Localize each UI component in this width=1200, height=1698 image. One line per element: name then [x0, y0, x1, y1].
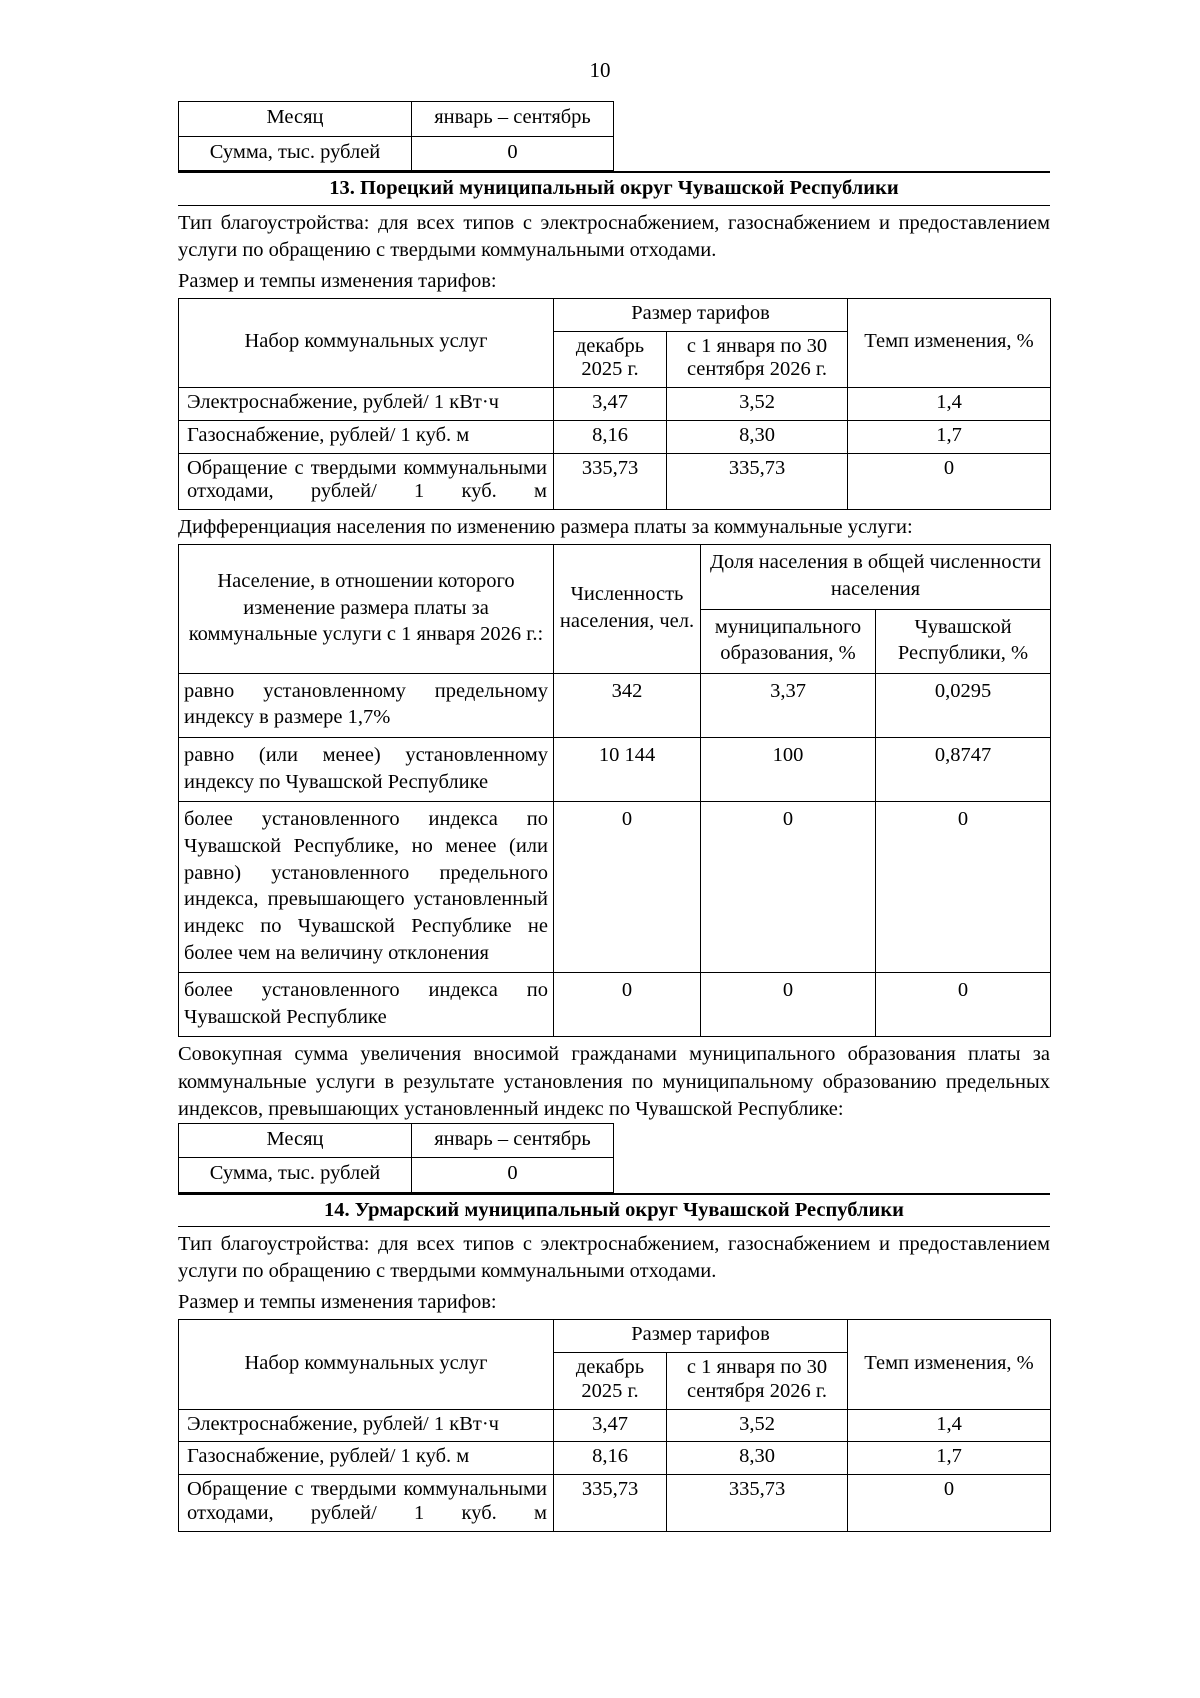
republic-share-cell: 0: [876, 802, 1051, 973]
tariff-jan-cell: 335,73: [667, 1475, 848, 1532]
tariff-rate-cell: 0: [848, 1475, 1051, 1532]
month-label-cell: Месяц: [179, 1123, 412, 1158]
tariff-intro-paragraph: Размер и темпы изменения тарифов:: [178, 1291, 497, 1314]
tariff-dec-cell: 3,47: [554, 1409, 667, 1442]
sum-label-cell: Сумма, тыс. рублей: [179, 1158, 412, 1193]
municipality-share-cell: 0: [701, 973, 876, 1037]
tariff-dec-cell: 335,73: [554, 453, 667, 510]
header-population-count: Численность населения, чел.: [554, 545, 701, 674]
section-13: [178, 171, 1050, 1193]
tariff-table-14: [178, 1319, 1051, 1531]
improvement-type-paragraph: Тип благоустройства: для всех типов с электроснабжением, газоснабжением и предоставлением услуги по обращению с твердыми коммунальными отходами.: [178, 1233, 1050, 1283]
table-row: [179, 1123, 614, 1158]
header-rate-of-change: Темп изменения, %: [848, 298, 1051, 387]
section-heading: 14. Урмарский муниципальный округ Чувашской Республики: [178, 1193, 1050, 1228]
total-increase-paragraph: Совокупная сумма увеличения вносимой гражданами муниципального образования платы за коммунальные услуги в результате установления по муниципальному образованию предельных индексов, превышающих установленный индекс по Чувашской Республике:: [178, 1043, 1050, 1120]
tariff-table-13: [178, 298, 1051, 510]
population-differentiation-table-13: [178, 544, 1051, 1037]
header-republic-share: Чувашской Республики, %: [876, 609, 1051, 673]
tariff-jan-cell: 3,52: [667, 1409, 848, 1442]
population-category-cell: более установленного индекса по Чувашской Республике: [179, 973, 554, 1037]
republic-share-cell: 0: [876, 973, 1051, 1037]
population-category-cell: более установленного индекса по Чувашской Республике, но менее (или равно) установленного предельного индекса, превышающего установленный индекс по Чувашской Республике не более чем на величину отклонения: [179, 802, 554, 973]
population-count-cell: 342: [554, 673, 701, 737]
header-municipality-share: муниципального образования, %: [701, 609, 876, 673]
table-row: [179, 738, 1051, 802]
sum-value-cell: 0: [412, 136, 614, 171]
table-row: [179, 1158, 614, 1193]
service-name-cell: Электроснабжение, рублей/ 1 кВт·ч: [179, 1409, 554, 1442]
header-jan-sep: с 1 января по 30 сентября 2026 г.: [667, 331, 848, 388]
tariff-rate-cell: 1,4: [848, 388, 1051, 421]
municipality-share-cell: 100: [701, 738, 876, 802]
table-header-row: [179, 298, 1051, 331]
table-header-row: [179, 545, 1051, 609]
header-tariff-size: Размер тарифов: [554, 1320, 848, 1353]
header-december: декабрь 2025 г.: [554, 1353, 667, 1410]
population-category-cell: равно установленному предельному индексу в размере 1,7%: [179, 673, 554, 737]
tariff-dec-cell: 335,73: [554, 1475, 667, 1532]
service-name-cell: Обращение с твердыми коммунальными отходами, рублей/ 1 куб. м: [179, 1475, 554, 1532]
table-row: [179, 453, 1051, 510]
table-row: [179, 136, 614, 171]
month-value-cell: январь – сентябрь: [412, 102, 614, 137]
tariff-rate-cell: 1,4: [848, 1409, 1051, 1442]
table-row: [179, 973, 1051, 1037]
sum-label-cell: Сумма, тыс. рублей: [179, 136, 412, 171]
tariff-rate-cell: 0: [848, 453, 1051, 510]
table-row: [179, 802, 1051, 973]
tariff-dec-cell: 8,16: [554, 1442, 667, 1475]
sum-value-cell: 0: [412, 1158, 614, 1193]
population-count-cell: 0: [554, 802, 701, 973]
table-row: [179, 388, 1051, 421]
header-population: Население, в отношении которого изменение размера платы за коммунальные услуги с 1 января 2026 г.:: [179, 545, 554, 674]
service-name-cell: Обращение с твердыми коммунальными отходами, рублей/ 1 куб. м: [179, 453, 554, 510]
table-row: [179, 1409, 1051, 1442]
improvement-type-paragraph: Тип благоустройства: для всех типов с электроснабжением, газоснабжением и предоставлением услуги по обращению с твердыми коммунальными отходами.: [178, 211, 1050, 261]
header-rate-of-change: Темп изменения, %: [848, 1320, 1051, 1409]
table-header-row: [179, 1320, 1051, 1353]
sum-table-top: [178, 101, 614, 171]
header-services: Набор коммунальных услуг: [179, 298, 554, 387]
header-tariff-size: Размер тарифов: [554, 298, 848, 331]
service-name-cell: Газоснабжение, рублей/ 1 куб. м: [179, 1442, 554, 1475]
tariff-rate-cell: 1,7: [848, 420, 1051, 453]
table-row: [179, 1475, 1051, 1532]
tariff-jan-cell: 3,52: [667, 388, 848, 421]
header-population-share: Доля населения в общей численности населения: [701, 545, 1051, 609]
table-row: [179, 102, 614, 137]
municipality-share-cell: 0: [701, 802, 876, 973]
table-row: [179, 1442, 1051, 1475]
month-label-cell: Месяц: [179, 102, 412, 137]
tariff-dec-cell: 3,47: [554, 388, 667, 421]
header-december: декабрь 2025 г.: [554, 331, 667, 388]
tariff-rate-cell: 1,7: [848, 1442, 1051, 1475]
tariff-jan-cell: 8,30: [667, 1442, 848, 1475]
section-14: [178, 1193, 1050, 1532]
population-count-cell: 0: [554, 973, 701, 1037]
service-name-cell: Электроснабжение, рублей/ 1 кВт·ч: [179, 388, 554, 421]
republic-share-cell: 0,8747: [876, 738, 1051, 802]
tariff-dec-cell: 8,16: [554, 420, 667, 453]
tariff-jan-cell: 335,73: [667, 453, 848, 510]
municipality-share-cell: 3,37: [701, 673, 876, 737]
header-services: Набор коммунальных услуг: [179, 1320, 554, 1409]
table-row: [179, 420, 1051, 453]
page-number: 10: [589, 58, 611, 82]
table-row: [179, 673, 1051, 737]
population-intro-paragraph: Дифференциация населения по изменению размера платы за коммунальные услуги:: [178, 516, 913, 539]
month-value-cell: январь – сентябрь: [412, 1123, 614, 1158]
service-name-cell: Газоснабжение, рублей/ 1 куб. м: [179, 420, 554, 453]
population-category-cell: равно (или менее) установленному индексу по Чувашской Республике: [179, 738, 554, 802]
header-jan-sep: с 1 января по 30 сентября 2026 г.: [667, 1353, 848, 1410]
tariff-jan-cell: 8,30: [667, 420, 848, 453]
sum-table-13: [178, 1123, 614, 1193]
section-heading: 13. Порецкий муниципальный округ Чувашской Республики: [178, 171, 1050, 206]
tariff-intro-paragraph: Размер и темпы изменения тарифов:: [178, 269, 497, 292]
population-count-cell: 10 144: [554, 738, 701, 802]
republic-share-cell: 0,0295: [876, 673, 1051, 737]
